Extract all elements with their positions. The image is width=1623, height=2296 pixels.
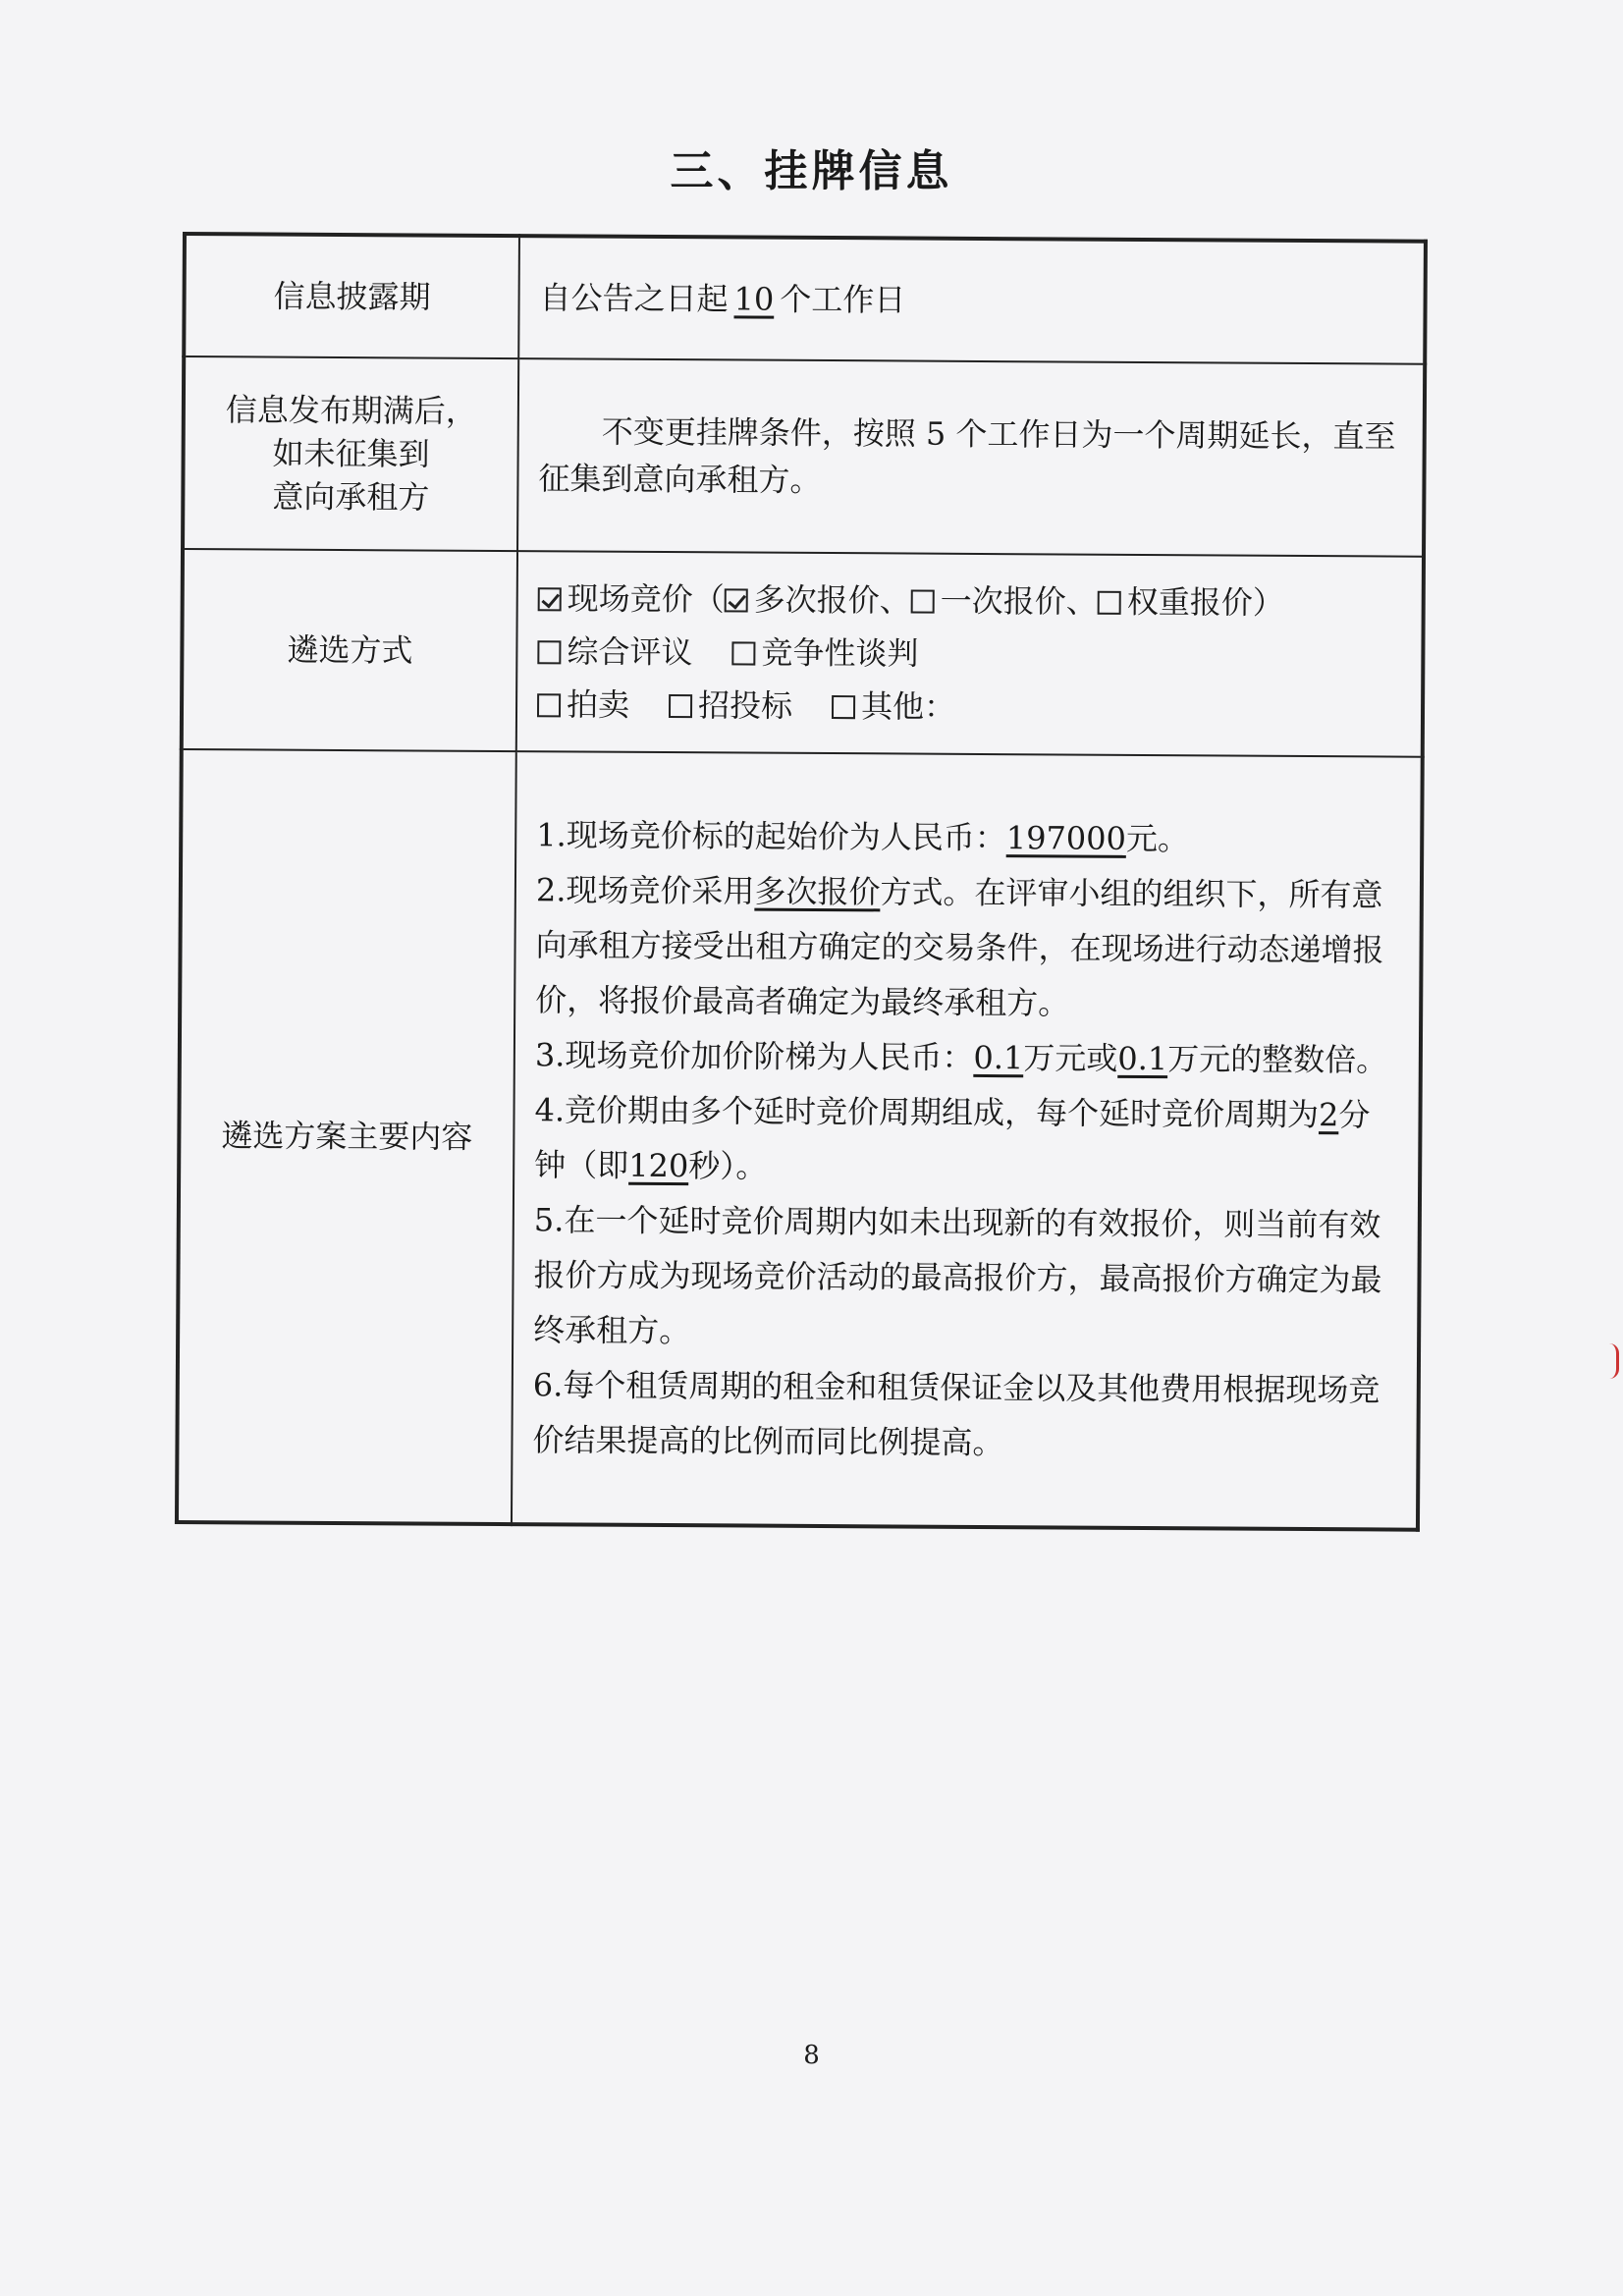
- scheme-item-5: 5.在一个延时竞价周期内如未出现新的有效报价，则当前有效报价方成为现场竞价活动的最高报价方，最高报价方确定为最终承租方。: [533, 1201, 1382, 1350]
- option-auction: 拍卖: [566, 685, 630, 724]
- scheme-item-2: [535, 862, 1400, 1032]
- extension-rule-text: 不变更挂牌条件，按照 5 个工作日为一个周期延长，直至征集到意向承租方。: [538, 412, 1396, 499]
- table-row: [182, 549, 1424, 757]
- table-row: [184, 234, 1426, 364]
- scheme-item-3: [535, 1027, 1399, 1087]
- options-line-1: [538, 572, 1402, 629]
- item-text: 1.现场竞价标的起始价为人民币：: [536, 816, 1006, 857]
- option-other: 其他：: [860, 687, 956, 726]
- bid-step-1: 0.1: [973, 1038, 1024, 1077]
- item-text: 4.竞价期由多个延时竞价周期组成，每个延时竞价周期为: [534, 1091, 1320, 1134]
- scheme-item-6: 6.每个租赁周期的租金和租赁保证金以及其他费用根据现场竞价结果提高的比例而同比例提高。: [532, 1366, 1380, 1462]
- checkbox-comprehensive-review[interactable]: [537, 640, 561, 664]
- selection-method-label: 遴选方式: [182, 549, 517, 751]
- checkbox-tender[interactable]: [669, 694, 692, 718]
- label-line: 如未征集到: [272, 434, 430, 473]
- scheme-content-value: [512, 751, 1423, 1530]
- item-text: 万元的整数倍。: [1167, 1040, 1388, 1079]
- disclosure-period-value: [518, 236, 1426, 364]
- option-tender: 招投标: [697, 686, 793, 725]
- option-single-quote: 一次报价、: [940, 581, 1098, 621]
- scheme-content-label: 遴选方案主要内容: [177, 749, 516, 1524]
- no-bidder-label: [183, 356, 518, 551]
- label-line: 意向承租方: [272, 477, 430, 517]
- table-row: [177, 749, 1423, 1530]
- checkbox-multiple-quotes[interactable]: [725, 588, 748, 612]
- page-number: 8: [803, 2041, 820, 2070]
- disclosure-suffix: 个工作日: [780, 280, 906, 319]
- listing-info-table: [175, 232, 1428, 1532]
- options-line-2: [537, 625, 1401, 683]
- item-text: 秒）。: [688, 1147, 768, 1185]
- checkbox-single-quote[interactable]: [911, 590, 935, 614]
- disclosure-period-label: 信息披露期: [184, 234, 519, 358]
- option-weighted-quote: 权重报价）: [1126, 582, 1284, 622]
- item-text: 分钟（即: [534, 1096, 1371, 1184]
- checkbox-competitive-negotiation[interactable]: [731, 641, 755, 665]
- item-text: 万元或: [1023, 1039, 1118, 1077]
- option-multiple-quotes: 多次报价、: [753, 580, 911, 620]
- disclosure-days: 10: [733, 280, 775, 318]
- options-line-3: [537, 678, 1401, 736]
- period-minutes: 2: [1318, 1096, 1339, 1134]
- item-text: 2.现场竞价采用: [535, 871, 755, 910]
- selection-method-options: [516, 551, 1424, 757]
- starting-price: 197000: [1005, 819, 1127, 857]
- table-row: [183, 356, 1425, 557]
- bidding-method: 多次报价: [754, 872, 881, 911]
- checkbox-weighted-quote[interactable]: [1098, 591, 1121, 615]
- option-competitive-negotiation: 竞争性谈判: [761, 633, 919, 673]
- checkbox-other[interactable]: [832, 695, 855, 719]
- checkbox-auction[interactable]: [537, 693, 561, 717]
- disclosure-prefix: 自公告之日起: [539, 279, 729, 318]
- period-seconds: 120: [628, 1146, 689, 1185]
- bid-step-2: 0.1: [1117, 1039, 1168, 1078]
- page-title: 三、挂牌信息: [670, 146, 953, 196]
- checkbox-onsite-bidding[interactable]: [538, 587, 562, 611]
- scheme-item-4: [534, 1082, 1399, 1197]
- option-onsite-bidding: 现场竞价（: [567, 579, 725, 619]
- item-text: 元。: [1125, 819, 1190, 858]
- scheme-item-1: [536, 807, 1400, 867]
- item-text: 方式。在评审小组的组织下，所有意向承租方接受出租方确定的交易条件，在现场进行动态递增报价，将报价最高者确定为最终承租方。: [535, 873, 1384, 1022]
- no-bidder-value: [517, 358, 1425, 557]
- option-comprehensive-review: 综合评议: [567, 632, 693, 672]
- item-text: 3.现场竞价加价阶梯为人民币：: [534, 1036, 974, 1076]
- label-line: 信息发布期满后，: [225, 391, 478, 430]
- scan-edge-mark: [1608, 1343, 1619, 1379]
